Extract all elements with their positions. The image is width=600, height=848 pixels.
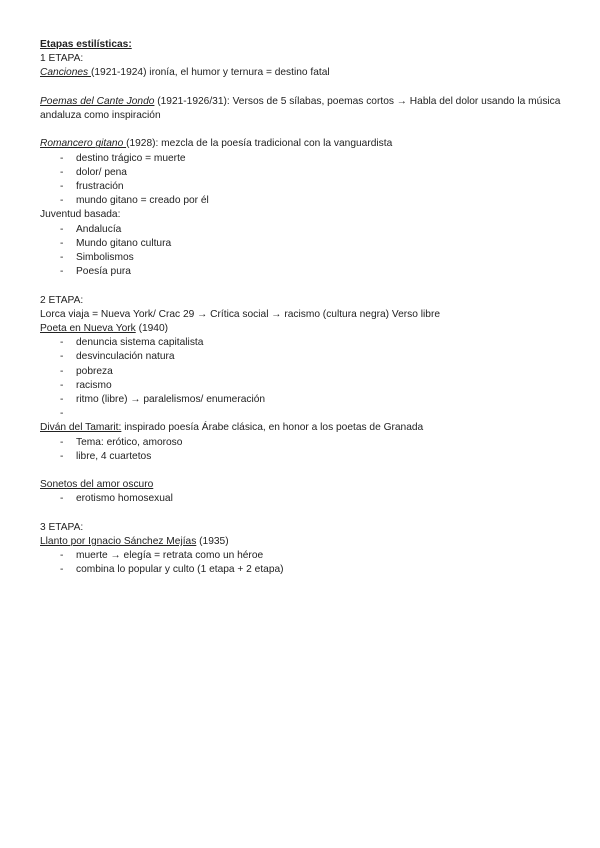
list-item: - Mundo gitano cultura — [60, 237, 172, 249]
list-item: - Andalucía — [60, 223, 122, 235]
list-item: - libre, 4 cuartetos — [60, 450, 152, 462]
list-item: - muerte → elegía = retrata como un héroe — [60, 550, 264, 562]
sonetos-title: Sonetos del amor oscuro — [40, 479, 154, 491]
list-item: - desvinculación natura — [60, 351, 175, 363]
document-title: Etapas estilísticas: — [40, 39, 132, 50]
etapa1-heading: 1 ETAPA: — [40, 53, 84, 65]
list-item: - racismo — [60, 379, 112, 391]
poeta-date: (1940) — [135, 323, 169, 335]
llanto-date: (1935) — [196, 536, 229, 548]
list-item: - erotismo homosexual — [60, 493, 173, 505]
romancero-line — [40, 137, 570, 151]
list-item: - frustración — [60, 181, 124, 192]
list-item: - pobreza — [60, 365, 113, 377]
poeta-line — [40, 322, 570, 336]
list-item: - combina lo popular y culto (1 etapa + 2 etapa) — [60, 564, 284, 576]
canciones-title: Canciones — [40, 67, 91, 79]
list-item: - — [60, 408, 64, 420]
list-item: - Tema: erótico, amoroso — [60, 436, 183, 448]
llanto-line — [40, 535, 570, 549]
llanto-title: Llanto por Ignacio Sánchez Mejías — [40, 536, 197, 548]
poemas-desc: (1921-1926/31): Versos de 5 sílabas, poemas cortos → Habla del dolor usando la música andaluza como inspiración — [40, 95, 561, 121]
divan-desc: inspirado poesía Árabe clásica, en honor a los poetas de Granada — [121, 422, 424, 434]
list-item: - mundo gitano = creado por él — [60, 195, 209, 207]
sonetos-line — [40, 478, 570, 492]
list-item: - Simbolismos — [60, 252, 134, 264]
poeta-title: Poeta en Nueva York — [40, 323, 136, 335]
poemas-line — [40, 95, 570, 123]
romancero-title: Romancero gitano — [40, 138, 127, 150]
list-item: - destino trágico = muerte — [60, 152, 186, 164]
juventud-heading: Juventud basada: — [40, 209, 121, 221]
poemas-title: Poemas del Cante Jondo — [40, 95, 155, 107]
etapa2-context: Lorca viaja = Nueva York/ Crac 29 → Crítica social → racismo (cultura negra) Verso libre — [40, 308, 441, 320]
canciones-desc: (1921-1924) ironía, el humor y ternura = destino fatal — [90, 67, 330, 79]
list-item: - Poesía pura — [60, 266, 131, 278]
divan-title: Diván del Tamarit: — [40, 422, 122, 434]
romancero-desc: (1928): mezcla de la poesía tradicional con la vanguardista — [126, 138, 393, 150]
divan-line — [40, 421, 570, 435]
document-page — [40, 38, 570, 578]
list-item: - dolor/ pena — [60, 166, 127, 178]
etapa2-heading: 2 ETAPA: — [40, 294, 84, 306]
list-item: - ritmo (libre) → paralelismos/ enumeración — [60, 394, 266, 406]
list-item: - denuncia sistema capitalista — [60, 337, 204, 349]
etapa3-heading: 3 ETAPA: — [40, 521, 84, 533]
canciones-line — [40, 66, 570, 80]
